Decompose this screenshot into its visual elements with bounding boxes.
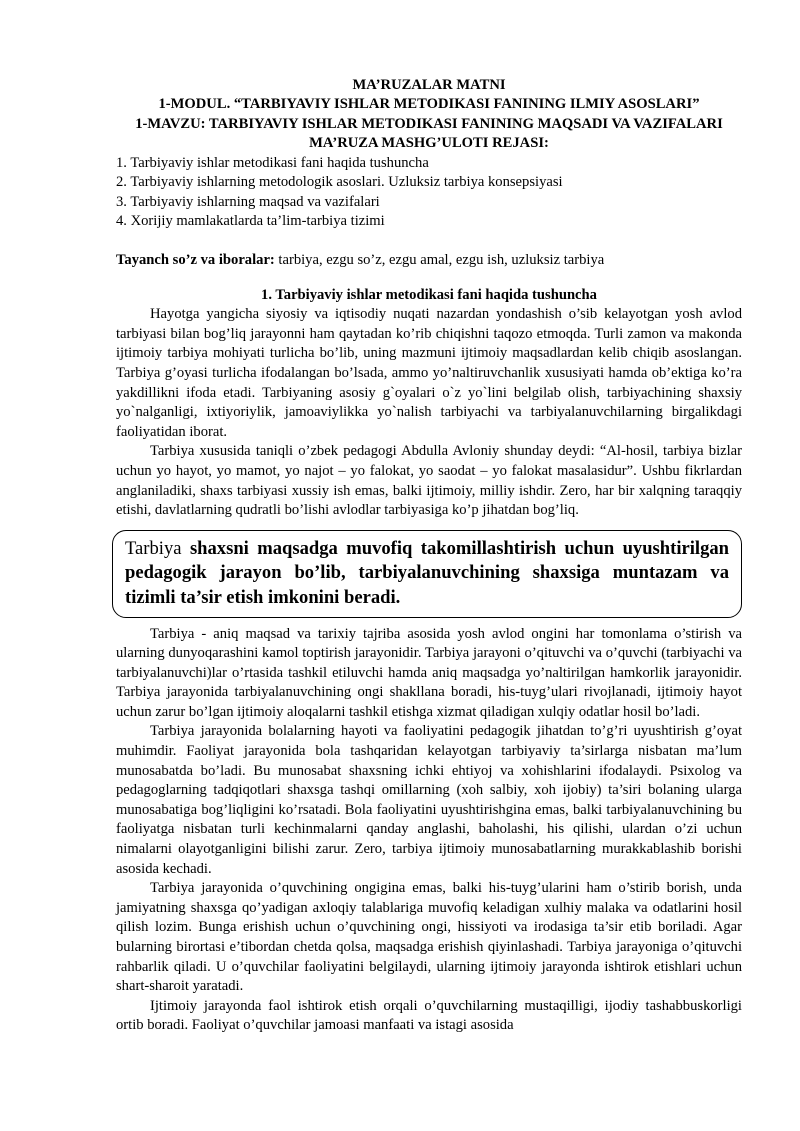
callout-lead: Tarbiya <box>125 537 190 559</box>
document-page <box>116 76 742 1036</box>
paragraph-3: Tarbiya - aniq maqsad va tarixiy tajriba asosida yosh avlod ongini har tomonlama o’stirish va ularning dunyoqarashini kamol toptirish jarayonidir. Tarbiya jarayoni o’qituvchi va o’quvchi (tarbiyachi va tarbiyalanuvchi)lar o’rtasida tashkil etiluvchi hamda aniq maqsadga yo’naltirilgan hamkorlik jarayonidir. Tarbiya jarayonida tarbiyalanuvchining ongi shakllana boradi, his-tuyg’ulari rivojlanadi, ijtimoiy hayot uchun zarur bo’lgan ijtimoiy aloqalarni tashkil etishga xizmat qiladigan xulqiy odatlar hosil bo’ladi. <box>116 625 742 720</box>
keywords-label: Tayanch so’z va iboralar: <box>116 252 275 268</box>
paragraph-6: Ijtimoiy jarayonda faol ishtirok etish orqali o’quvchilarning mustaqilligi, ijodiy tashabbuskorligi ortib boradi. Faoliyat o’quvchilar jamoasi manfaati va istagi asosida <box>116 997 742 1034</box>
keywords-text: tarbiya, ezgu so’z, ezgu amal, ezgu ish, uzluksiz tarbiya <box>274 252 605 268</box>
paragraph-5: Tarbiya jarayonida o’quvchining ongigina emas, balki his-tuyg’ularini ham o’stirib borish, unda jamiyatning shaxsga qo’yadigan axloqiy talablariga muvofiq keladigan xulhiy malaka va odatlarini hosil qilish lozim. Bunga erishish uchun o’quvchining ongi, hissiyoti va irodasiga ta’sir etib boriladi. Agar bularning birortasi e’tibordan chetda qolsa, maqsadga erishish qiyinlashadi. Tarbiya jarayoniga o’qituvchi rahbarlik qiladi. U o’quvchilar faoliyatini belgilaydi, ularning ijtimoiy jarayonda ishtirok etishlari uchun shart-sharoit yaratadi. <box>116 880 742 995</box>
plan-item-2: 2. Tarbiyaviy ishlarning metodologik asoslari. Uzluksiz tarbiya konsepsiyasi <box>116 174 563 191</box>
plan-item-4: 4. Xorijiy mamlakatlarda ta’lim-tarbiya tizimi <box>116 213 385 230</box>
document-title: MA’RUZALAR MATNI <box>352 77 506 93</box>
topic-title: 1-MAVZU: TARBIYAVIY ISHLAR METODIKASI FANINING MAQSADI VA VAZIFALARI <box>135 115 723 132</box>
plan-title: MA’RUZA MASHG’ULOTI REJASI: <box>309 135 549 152</box>
paragraph-2: Tarbiya xususida taniqli o’zbek pedagogi Abdulla Avloniy shunday deydi: “Al-hosil, tarbiya bizlar uchun yo hayot, yo mamot, yo najot – yo falokat, yo saodat – yo falokat masalasidur”. Ushbu fikrlardan anglaniladiki, shaxs tarbiyasi xussiy ish emas, balki ijtimoiy, milliy ishdir. Zero, har bir xalqning taraqqiy etishi, davlatlarning qudratli bo’lishi avlodlar tarbiyasiga ko’p jihatdan bog’liq. <box>116 443 742 519</box>
section-1-title: 1. Tarbiyaviy ishlar metodikasi fani haqida tushuncha <box>261 286 597 303</box>
paragraph-4: Tarbiya jarayonida bolalarning hayoti va faoliyatini pedagogik jihatdan to’g’ri uyushtirish g’oyat muhimdir. Faoliyat jarayonida bola tashqaridan kelayotgan tarbiyaviy ta’sirlarga nisbatan ma’lum munosabatda bo’ladi. Bu munosabat shaxsning ichki ehtiyoj va xohishlarini ifodalaydi. Psixolog va pedagoglarning tadqiqotlari shaxsga tashqi omillarning (xoh salbiy, xoh ijobiy) ta’siri bolaning ularga munosabatiga bog’liqligini ko’rsatadi. Bola faoliyatini uyushtirishgina emas, balki tarbiyalanuvchining bu faoliyatga nisbatan turli kechinmalarni qanday anglashi, baholashi, his qilishi, ulardan o’zi uchun nimalarni olayotganligini bilishi zarur. Zero, tarbiya ijtimoiy munosabatlarning murakkablashib borishi asosida kechadi. <box>116 723 742 877</box>
callout-emphasis: shaxsni maqsadga muvofiq takomillashtirish uchun uyushtirilgan pedagogik jarayon bo’lib, tarbiyalanuvchining shaxsiga muntazam va tizimli ta’sir etish imkonini beradi. <box>125 537 730 608</box>
keywords-paragraph <box>116 251 742 271</box>
plan-item-3: 3. Tarbiyaviy ishlarning maqsad va vazifalari <box>116 193 380 210</box>
definition-callout-box <box>112 530 742 618</box>
lecture-plan-list <box>116 154 742 232</box>
plan-item-1: 1. Tarbiyaviy ishlar metodikasi fani haqida tushuncha <box>116 154 429 171</box>
module-title: 1-MODUL. “TARBIYAVIY ISHLAR METODIKASI FANINING ILMIY ASOSLARI” <box>158 96 700 113</box>
paragraph-1: Hayotga yangicha siyosiy va iqtisodiy nuqati nazardan yondashish o’sib kelayotgan yosh avlod tarbiyasi bilan bog’liq jarayonni ham qaytadan ko’rib chiqishni taqozo etmoqda. Turli zamon va makonda ijtimoiy tarbiya mohiyati turlicha bo’lib, uning mazmuni ijtimoiy maqsadlardan kelib chiqib asoslangan. Tarbiya g’oyasi turlicha ifodalangan bo’lsada, ammo yo’naltiruvchanlik xususiyati hamda ob’ektiga ko’ra yakdillikni ifoda etadi. Tarbiyaning asosiy g`oyalari o`z yo`lini belgilab olish, tarbiyachining shaxsiy yo`nalganligi, ixtiyoriylik, jamoaviylikka yo`nalish tarbiyachi va tarbiyalanuvchilarning birgalikdagi faoliyatidan iborat. <box>116 306 742 440</box>
